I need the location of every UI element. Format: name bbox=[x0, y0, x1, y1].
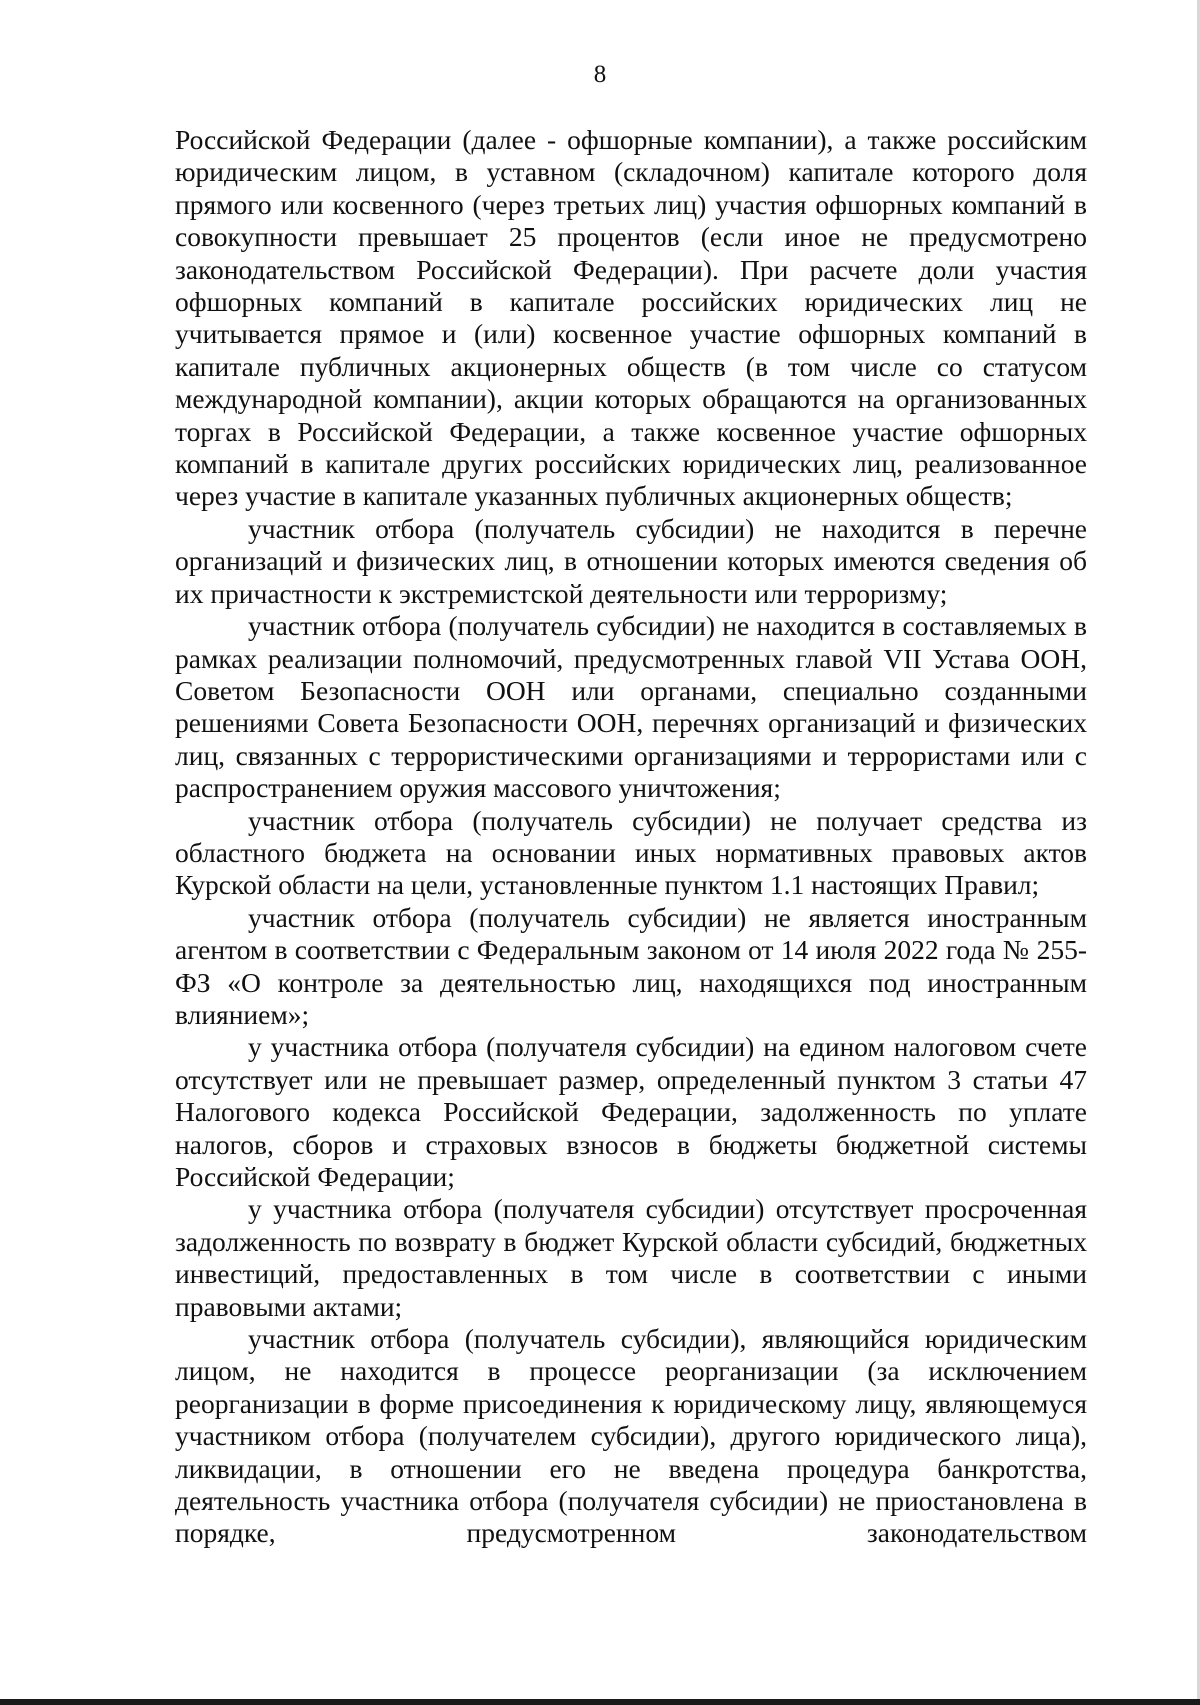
paragraph-no-other-funding: участник отбора (получатель субсидии) не получает средства из областного бюджета на основании иных нормативных правовых актов Курской области на цели, установленные пунктом 1.1 настоящих Правил; bbox=[175, 804, 1087, 901]
paragraph-extremism-list: участник отбора (получатель субсидии) не находится в перечне организаций и физических лиц, в отношении которых имеются сведения об их причастности к экстремистской деятельности или терроризму; bbox=[175, 512, 1087, 609]
document-body bbox=[175, 124, 1087, 1550]
paragraph-offshore-continuation: Российской Федерации (далее - офшорные компании), а также российским юридическим лицом, в уставном (складочном) капитале которого доля прямого или косвенного (через третьих лиц) участия офшорных компаний в совокупности превышает 25 процентов (если иное не предусмотрено законодательством Российской Федерации). При расчете доли участия офшорных компаний в капитале российских юридических лиц не учитывается прямое и (или) косвенное участие офшорных компаний в капитале публичных акционерных обществ (в том числе со статусом международной компании), акции которых обращаются на организованных торгах в Российской Федерации, а также косвенное участие офшорных компаний в капитале других российских юридических лиц, реализованное через участие в капитале указанных публичных акционерных обществ; bbox=[175, 124, 1087, 512]
paragraph-overdue-debt: у участника отбора (получателя субсидии) отсутствует просроченная задолженность по возврату в бюджет Курской области субсидий, бюджетных инвестиций, предоставленных в том числе в соответствии с иными правовыми актами; bbox=[175, 1193, 1087, 1322]
paragraph-tax-debt: у участника отбора (получателя субсидии) на едином налоговом счете отсутствует или не превышает размер, определенный пунктом 3 статьи 47 Налогового кодекса Российской Федерации, задолженность по уплате налогов, сборов и страховых взносов в бюджеты бюджетной системы Российской Федерации; bbox=[175, 1031, 1087, 1192]
page-number: 8 bbox=[593, 61, 607, 88]
paragraph-foreign-agent: участник отбора (получатель субсидии) не является иностранным агентом в соответствии с Федеральным законом от 14 июля 2022 года № 255-ФЗ «О контроле за деятельностью лиц, находящихся под иностранным влиянием»; bbox=[175, 901, 1087, 1030]
paragraph-un-sanctions-list: участник отбора (получатель субсидии) не находится в составляемых в рамках реализации полномочий, предусмотренных главой VII Устава ООН, Советом Безопасности ООН или органами, специально созданными решениями Совета Безопасности ООН, перечнях организаций и физических лиц, связанных с террористическими организациями и террористами или с распространением оружия массового уничтожения; bbox=[175, 610, 1087, 804]
scan-edge-bottom bbox=[0, 1699, 1200, 1705]
paragraph-reorganization: участник отбора (получатель субсидии), являющийся юридическим лицом, не находится в процессе реорганизации (за исключением реорганизации в форме присоединения к юридическому лицу, являющемуся участником отбора (получателем субсидии), другого юридического лица), ликвидации, в отношении его не введена процедура банкротства, деятельность участника отбора (получателя субсидии) не приостановлена в порядке, предусмотренном законодательством bbox=[175, 1323, 1087, 1549]
